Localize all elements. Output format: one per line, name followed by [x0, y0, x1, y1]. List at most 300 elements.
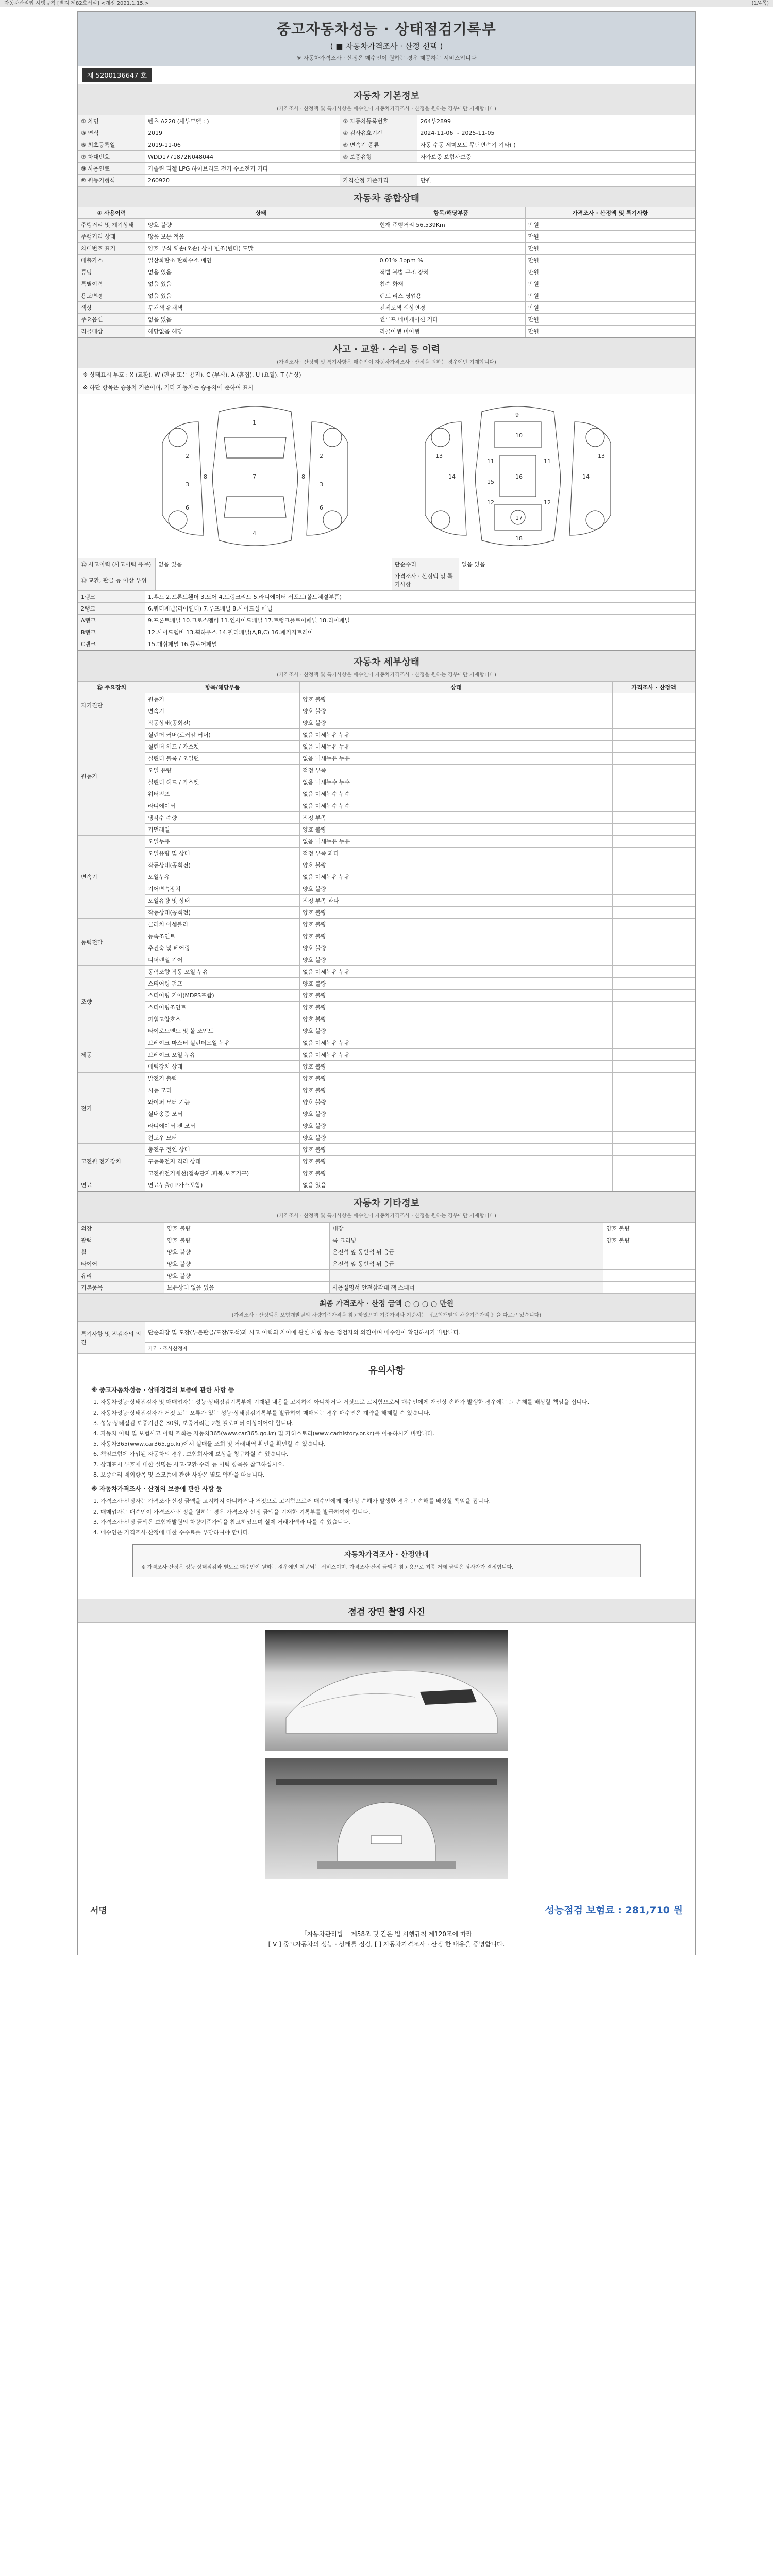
rank-body	[78, 591, 695, 650]
column-header: 항목/해당부품	[145, 682, 300, 693]
device-part: 스티어링 펌프	[145, 978, 300, 990]
table-row	[78, 1120, 695, 1132]
device-part: 작동상태(공회전)	[145, 717, 300, 729]
field-value: 자동 수동 세미오토 무단변속기 기타( )	[417, 139, 695, 151]
device-group-label: 자기진단	[78, 693, 145, 717]
table-row	[78, 1258, 695, 1270]
rank-label: B랭크	[78, 626, 145, 638]
field-value: 가솔린 디젤 LPG 하이브리드 전기 수소전기 기타	[145, 163, 695, 175]
table-row	[78, 836, 695, 848]
device-price	[613, 776, 695, 788]
table-row	[78, 255, 695, 266]
field-value: 260920	[145, 175, 340, 187]
table-row	[78, 729, 695, 741]
insurance-fee	[545, 1903, 683, 1917]
table-row	[78, 1322, 695, 1343]
device-part: 추진축 및 베어링	[145, 942, 300, 954]
other-info-note: (가격조사 · 산정액 및 특기사항은 매수인이 자동차가격조사 · 산정을 원하는 경우에만 기재합니다)	[78, 1211, 695, 1222]
device-price	[613, 1144, 695, 1156]
device-part: 원동기	[145, 693, 300, 705]
device-state: 양호 불량	[300, 930, 613, 942]
table-row	[78, 290, 695, 302]
field-value: WDD1771872N048044	[145, 151, 340, 163]
column-header: 상태	[145, 207, 377, 219]
rank-parts: 12.사이드멤버 13.휠하우스 14.필러패널(A,B,C) 16.패키지트레이	[145, 626, 695, 638]
notice-subtitle: ※ 자동차가격조사 · 산정의 보증에 관한 사항 등	[91, 1485, 223, 1493]
other-cell: 내장	[330, 1223, 603, 1234]
device-state: 없음 미세누수 누수	[300, 800, 613, 812]
svg-text:7: 7	[253, 473, 256, 480]
table-row	[78, 1025, 695, 1037]
accident-table	[78, 558, 695, 590]
table-row	[78, 907, 695, 919]
table-row	[78, 765, 695, 776]
svg-text:2: 2	[186, 453, 189, 460]
field-label: 가격산정 기준가격	[340, 175, 417, 187]
notice-item: 4. 자동차 이력 및 보험사고 이력 조회는 자동차365(www.car365.go.kr) 및 카히스토리(www.carhistory.or.kr)를 이용하시기 바랍니다.	[100, 1429, 682, 1438]
summary-cell-detail: 리콜이행 미이행	[377, 326, 525, 337]
document-page	[77, 11, 696, 1955]
table-row	[78, 175, 695, 187]
device-price	[613, 1096, 695, 1108]
table-row	[78, 919, 695, 930]
table-row	[78, 717, 695, 729]
svg-text:18: 18	[515, 535, 523, 542]
table-row	[78, 1144, 695, 1156]
device-part: 작동상태(공회전)	[145, 907, 300, 919]
table-row	[78, 1270, 695, 1282]
device-state: 없음 있음	[300, 1179, 613, 1191]
svg-text:14: 14	[582, 473, 590, 480]
field-label: ④ 검사유효기간	[340, 127, 417, 139]
device-price	[613, 824, 695, 836]
basic-info-title: 자동차 기본정보	[78, 84, 695, 104]
notice-list	[91, 1497, 682, 1536]
device-state: 양호 불량	[300, 919, 613, 930]
table-row	[78, 895, 695, 907]
other-info-section	[78, 1191, 695, 1294]
status-symbol-legend-note: ※ 하단 항목은 승용차 기준이며, 기타 자동차는 승용차에 준하여 표시	[78, 381, 695, 394]
device-group-label: 동력전달	[78, 919, 145, 966]
column-header: 가격조사 · 산정액 및 특기사항	[525, 207, 695, 219]
price-amount: ○ ○ ○ ○ 만원	[404, 1300, 454, 1308]
price-guide-text: ※ 가격조사·산정은 성능·상태점검과 별도로 매수인이 원하는 경우에만 제공되는 서비스이며, 가격조사·산정 금액은 참고용으로 최종 거래 금액은 당사자가 결정합니다.	[141, 1565, 514, 1571]
device-state: 양호 불량	[300, 907, 613, 919]
photo-section-title: 점검 장면 촬영 사진	[78, 1599, 695, 1623]
device-part: 냉각수 수량	[145, 812, 300, 824]
device-group-label: 연료	[78, 1179, 145, 1191]
device-state: 양호 불량	[300, 942, 613, 954]
column-header: 가격조사 · 산정액	[613, 682, 695, 693]
table-row	[78, 1167, 695, 1179]
car-frame-diagram	[405, 401, 631, 551]
svg-text:16: 16	[515, 473, 523, 480]
summary-cell-state: 많음 보통 적음	[145, 231, 377, 243]
device-price	[613, 848, 695, 859]
device-price	[613, 930, 695, 942]
device-part: 기어변속장치	[145, 883, 300, 895]
column-header: ⑮ 주요장치	[78, 682, 145, 693]
table-row	[78, 615, 695, 626]
svg-text:3: 3	[186, 481, 189, 488]
device-part: 파워고압호스	[145, 1013, 300, 1025]
summary-cell-item: 주요옵션	[78, 314, 145, 326]
svg-text:1: 1	[253, 419, 256, 426]
device-state: 양호 불량	[300, 1073, 613, 1084]
summary-cell-detail	[377, 243, 525, 255]
field-label: ⑥ 변속기 종류	[340, 139, 417, 151]
field-value: 자가보증 보험사보증	[417, 151, 695, 163]
device-part: 디퍼렌셜 기어	[145, 954, 300, 966]
other-cell: 운전석 앞 동반석 뒤 응급	[330, 1258, 603, 1270]
document-header	[78, 12, 695, 66]
summary-title: 자동차 종합상태	[78, 187, 695, 207]
device-price	[613, 1002, 695, 1013]
device-group-label: 원동기	[78, 717, 145, 836]
device-part: 와이퍼 모터 기능	[145, 1096, 300, 1108]
device-state: 양호 불량	[300, 1013, 613, 1025]
device-part: 라디에이터	[145, 800, 300, 812]
device-price	[613, 800, 695, 812]
device-price	[613, 907, 695, 919]
field-label: ⑦ 차대번호	[78, 151, 145, 163]
device-price	[613, 871, 695, 883]
status-symbol-legend: ※ 상태표시 부호 : X (교환), W (판금 또는 용접), C (부식), A (흠집), U (요철), T (손상)	[78, 368, 695, 381]
other-cell: 사용설명서 안전삼각대 잭 스패너	[330, 1282, 603, 1294]
svg-text:10: 10	[515, 432, 523, 439]
device-state: 양호 불량	[300, 1108, 613, 1120]
other-cell: 운전석 앞 동반석 뒤 응급	[330, 1246, 603, 1258]
svg-text:15: 15	[487, 479, 494, 485]
column-header: ① 사용이력	[78, 207, 145, 219]
rank-label: C랭크	[78, 638, 145, 650]
table-row	[78, 966, 695, 978]
page-count: (1/4쪽)	[751, 1, 769, 6]
rank-label: 1랭크	[78, 591, 145, 603]
device-state: 없음 미세누유 누유	[300, 836, 613, 848]
other-cell: 기본품목	[78, 1282, 164, 1294]
device-part: 타이로드엔드 및 볼 조인트	[145, 1025, 300, 1037]
notice-list	[91, 1398, 682, 1479]
table-row	[78, 1096, 695, 1108]
insurance-fee-value: 281,710 원	[625, 1905, 683, 1917]
notice-item: 7. 상태표시 부호에 대한 설명은 사고·교환·수리 등 이력 항목을 참고하십시오.	[100, 1460, 682, 1469]
summary-cell-item: 주행거리 상태	[78, 231, 145, 243]
car-diagram	[78, 394, 695, 558]
panel-rank-table	[78, 590, 695, 650]
other-cell: 양호 불량	[164, 1270, 329, 1282]
car-outer-panel-diagram	[142, 401, 368, 551]
device-state: 적정 부족 과다	[300, 848, 613, 859]
device-price	[613, 788, 695, 800]
table-row	[78, 741, 695, 753]
table-row	[78, 638, 695, 650]
summary-cell-extra: 만원	[525, 302, 695, 314]
summary-cell-state: 없음 있음	[145, 266, 377, 278]
device-price	[613, 1025, 695, 1037]
summary-cell-item: 배출가스	[78, 255, 145, 266]
field-label: ⑤ 최초등록일	[78, 139, 145, 151]
basic-info-section	[78, 84, 695, 187]
field-value	[459, 570, 695, 590]
other-body	[78, 1223, 695, 1294]
device-state: 양호 불량	[300, 1084, 613, 1096]
svg-text:6: 6	[186, 504, 189, 511]
price-person-row	[145, 1343, 695, 1354]
svg-text:6: 6	[320, 504, 323, 511]
notice-item: 2. 매매업자는 매수인이 가격조사·산정을 원하는 경우 가격조사·산정 금액을 기재한 기록부를 발급하여야 합니다.	[100, 1507, 682, 1516]
svg-text:12: 12	[487, 499, 494, 506]
field-label: ② 자동차등록번호	[340, 115, 417, 127]
table-row	[78, 151, 695, 163]
device-price	[613, 836, 695, 848]
price-title-row	[78, 1294, 695, 1311]
device-state: 양호 불량	[300, 1002, 613, 1013]
device-part: 오일유량 및 상태	[145, 895, 300, 907]
device-state: 적정 부족 과다	[300, 895, 613, 907]
device-part: 발전기 출력	[145, 1073, 300, 1084]
table-row	[78, 1037, 695, 1049]
device-state: 양호 불량	[300, 978, 613, 990]
device-part: 등속조인트	[145, 930, 300, 942]
document-title: 중고자동차성능 · 상태점검기록부	[277, 21, 496, 38]
field-label: ③ 연식	[78, 127, 145, 139]
table-row	[78, 266, 695, 278]
summary-cell-detail	[377, 231, 525, 243]
field-value: 만원	[417, 175, 695, 187]
device-state: 양호 불량	[300, 1025, 613, 1037]
price-note: (가격조사 · 산정액은 보험개발원의 차량기준가격을 참고하였으며 기준가격과 기준서는 《보험개발원 차량기준가액 》을 따르고 있습니다)	[78, 1311, 695, 1321]
device-part: 오일누유	[145, 836, 300, 848]
price-guide-title: 자동차가격조사 · 산정안내	[344, 1550, 429, 1559]
table-row	[78, 824, 695, 836]
summary-cell-state: 무채색 유채색	[145, 302, 377, 314]
device-state: 적정 부족	[300, 765, 613, 776]
inspection-photo-rear	[265, 1758, 508, 1879]
accident-title: 사고 · 교환 · 수리 등 이력	[78, 338, 695, 358]
summary-cell-item: 주행거리 및 계기상태	[78, 219, 145, 231]
table-row	[78, 871, 695, 883]
field-value: 없음 있음	[156, 558, 392, 570]
detail-section	[78, 650, 695, 1191]
summary-cell-extra: 만원	[525, 231, 695, 243]
signature-row	[78, 1894, 695, 1925]
rank-label: A랭크	[78, 615, 145, 626]
device-part: 라디에이터 팬 모터	[145, 1120, 300, 1132]
device-state: 없음 미세누유 누유	[300, 741, 613, 753]
svg-text:4: 4	[253, 530, 256, 537]
device-price	[613, 812, 695, 824]
field-label: 가격 · 조사산정자	[148, 1346, 188, 1352]
summary-cell-item: 리콜대상	[78, 326, 145, 337]
field-label: ⑩ 원동기형식	[78, 175, 145, 187]
device-price	[613, 942, 695, 954]
device-state: 양호 불량	[300, 1167, 613, 1179]
svg-text:12: 12	[544, 499, 551, 506]
table-row	[78, 127, 695, 139]
other-cell: 룸 크리닝	[330, 1234, 603, 1246]
other-cell	[330, 1270, 603, 1282]
table-row	[78, 326, 695, 337]
field-value: 264부2899	[417, 115, 695, 127]
summary-cell-item: 색상	[78, 302, 145, 314]
table-row	[78, 1179, 695, 1191]
table-row	[78, 693, 695, 705]
device-part: 브레이크 마스터 실린더오일 누유	[145, 1037, 300, 1049]
device-price	[613, 705, 695, 717]
notice-item: 3. 성능·상태점검 보증기간은 30일, 보증거리는 2천 킬로미터 이상이어야 합니다.	[100, 1419, 682, 1428]
device-price	[613, 1167, 695, 1179]
table-row	[78, 848, 695, 859]
other-cell: 양호 불량	[603, 1234, 695, 1246]
device-state: 양호 불량	[300, 693, 613, 705]
table-row	[78, 1013, 695, 1025]
device-state: 양호 불량	[300, 824, 613, 836]
device-price	[613, 954, 695, 966]
signature-label: 서명	[90, 1906, 107, 1917]
device-state: 양호 불량	[300, 1120, 613, 1132]
field-label: 단순수리	[392, 558, 459, 570]
other-info-table	[78, 1222, 695, 1294]
summary-cell-state: 해당없음 해당	[145, 326, 377, 337]
field-label: 가격조사 · 산정액 및 특기사항	[392, 570, 459, 590]
device-price	[613, 1037, 695, 1049]
device-part: 오일 유량	[145, 765, 300, 776]
table-row	[78, 558, 695, 570]
device-price	[613, 978, 695, 990]
summary-cell-extra: 만원	[525, 266, 695, 278]
car-front-photo-icon	[265, 1630, 508, 1751]
other-cell	[603, 1270, 695, 1282]
device-price	[613, 883, 695, 895]
other-cell: 양호 불량	[164, 1223, 329, 1234]
other-cell: 유리	[78, 1270, 164, 1282]
svg-text:8: 8	[204, 473, 207, 480]
device-part: 실내송풍 모터	[145, 1108, 300, 1120]
table-row	[78, 753, 695, 765]
summary-cell-extra: 만원	[525, 219, 695, 231]
column-header: 항목/해당부품	[377, 207, 525, 219]
other-cell	[603, 1246, 695, 1258]
table-row	[78, 591, 695, 603]
summary-cell-detail: 전체도색 색상변경	[377, 302, 525, 314]
svg-text:14: 14	[448, 473, 456, 480]
summary-cell-detail: 적법 불법 구조 장치	[377, 266, 525, 278]
table-row	[78, 603, 695, 615]
summary-cell-extra: 만원	[525, 243, 695, 255]
insurance-fee-label: 성능점검 보험료 :	[545, 1905, 626, 1917]
device-state: 없음 미세누유 누유	[300, 1037, 613, 1049]
other-cell: 양호 불량	[164, 1234, 329, 1246]
table-row	[78, 942, 695, 954]
document-footer	[78, 1925, 695, 1954]
table-row	[78, 1073, 695, 1084]
device-part: 커먼레일	[145, 824, 300, 836]
special-notes-table	[78, 1321, 695, 1354]
table-row	[78, 788, 695, 800]
svg-text:11: 11	[544, 458, 551, 465]
basic-info-table	[78, 115, 695, 187]
device-part: 배력장치 상태	[145, 1061, 300, 1073]
device-state: 양호 불량	[300, 1132, 613, 1144]
rank-parts: 9.프론트패널 10.크로스멤버 11.인사이드패널 17.트렁크플로어패널 18.리어패널	[145, 615, 695, 626]
other-cell	[603, 1258, 695, 1270]
table-row	[78, 883, 695, 895]
field-label: ① 차명	[78, 115, 145, 127]
device-state: 적정 부족	[300, 812, 613, 824]
other-cell: 휠	[78, 1246, 164, 1258]
table-row	[78, 1132, 695, 1144]
other-cell: 외장	[78, 1223, 164, 1234]
device-part: 실린더 헤드 / 가스켓	[145, 741, 300, 753]
notice-item: 3. 가격조사·산정 금액은 보험개발원의 차량기준가액을 참고하였으며 실제 거래가액과 다를 수 있습니다.	[100, 1518, 682, 1527]
device-part: 동력조향 작동 오일 누유	[145, 966, 300, 978]
detail-table	[78, 681, 695, 1191]
table-row	[78, 1343, 695, 1354]
device-part: 연료누출(LP가스포함)	[145, 1179, 300, 1191]
field-value: 벤츠 A220 (세부모델 : )	[145, 115, 340, 127]
table-row	[78, 139, 695, 151]
field-value: 2024-11-06 ~ 2025-11-05	[417, 127, 695, 139]
summary-cell-detail: 침수 화재	[377, 278, 525, 290]
table-row	[78, 859, 695, 871]
document-topbar	[0, 0, 773, 7]
device-group-label: 제동	[78, 1037, 145, 1073]
detail-note: (가격조사 · 산정액 및 특기사항은 매수인이 자동차가격조사 · 산정을 원하는 경우에만 기재합니다)	[78, 670, 695, 681]
rank-parts: 15.대쉬패널 16.플로어패널	[145, 638, 695, 650]
check-number: 제 5200136647 호	[82, 68, 152, 82]
device-price	[613, 741, 695, 753]
device-state: 없음 미세누유 누유	[300, 1049, 613, 1061]
rank-parts: 6.쿼터패널(리어휀더) 7.루프패널 8.사이드실 패널	[145, 603, 695, 615]
other-info-title: 자동차 기타정보	[78, 1192, 695, 1211]
device-part: 윈도우 모터	[145, 1132, 300, 1144]
summary-cell-item: 튜닝	[78, 266, 145, 278]
device-part: 변속기	[145, 705, 300, 717]
notice-subtitle: ※ 중고자동차성능 · 상태점검의 보증에 관한 사항 등	[91, 1386, 234, 1394]
special-notes-text: 단순외장 및 도장(부분판금/도장/도색)과 사고 이력의 차이에 관한 사항 등은 점검자의 의견이며 매수인이 확인하시기 바랍니다.	[145, 1322, 695, 1343]
device-price	[613, 765, 695, 776]
table-row	[78, 1049, 695, 1061]
device-price	[613, 1049, 695, 1061]
device-state: 없음 미세누수 누수	[300, 788, 613, 800]
table-row	[78, 776, 695, 788]
price-guide-box	[132, 1544, 641, 1578]
table-row	[78, 219, 695, 231]
device-state: 없음 미세누유 누유	[300, 753, 613, 765]
device-state: 없음 미세누수 누수	[300, 776, 613, 788]
notice-item: 1. 가격조사·산정자는 가격조사·산정 금액을 고지하지 아니하거나 거짓으로 고지함으로써 매수인에게 재산상 손해가 발생한 경우 그 손해를 배상할 책임을 집니다.	[100, 1497, 682, 1505]
device-state: 없음 미세누유 누유	[300, 966, 613, 978]
accident-section	[78, 337, 695, 650]
table-row	[78, 243, 695, 255]
photo-section	[78, 1594, 695, 1894]
table-row	[78, 1156, 695, 1167]
device-price	[613, 1061, 695, 1073]
svg-text:17: 17	[515, 515, 523, 521]
device-part: 실린더 커버(로커암 커버)	[145, 729, 300, 741]
device-part: 브레이크 오일 누유	[145, 1049, 300, 1061]
other-cell: 양호 불량	[164, 1258, 329, 1270]
footer-line-1: 「자동차관리법」 제58조 및 같은 법 시행규칙 제120조에 따라	[300, 1930, 473, 1938]
other-cell: 타이어	[78, 1258, 164, 1270]
device-price	[613, 1156, 695, 1167]
summary-cell-extra: 만원	[525, 278, 695, 290]
svg-text:13: 13	[598, 453, 605, 460]
device-state: 없음 미세누유 누유	[300, 871, 613, 883]
notice-item: 2. 자동차성능·상태점검자가 거짓 또는 오류가 있는 성능·상태점검기록부를 발급하여 매매되는 경우 매수인은 계약을 해제할 수 있습니다.	[100, 1409, 682, 1417]
summary-cell-extra: 만원	[525, 255, 695, 266]
